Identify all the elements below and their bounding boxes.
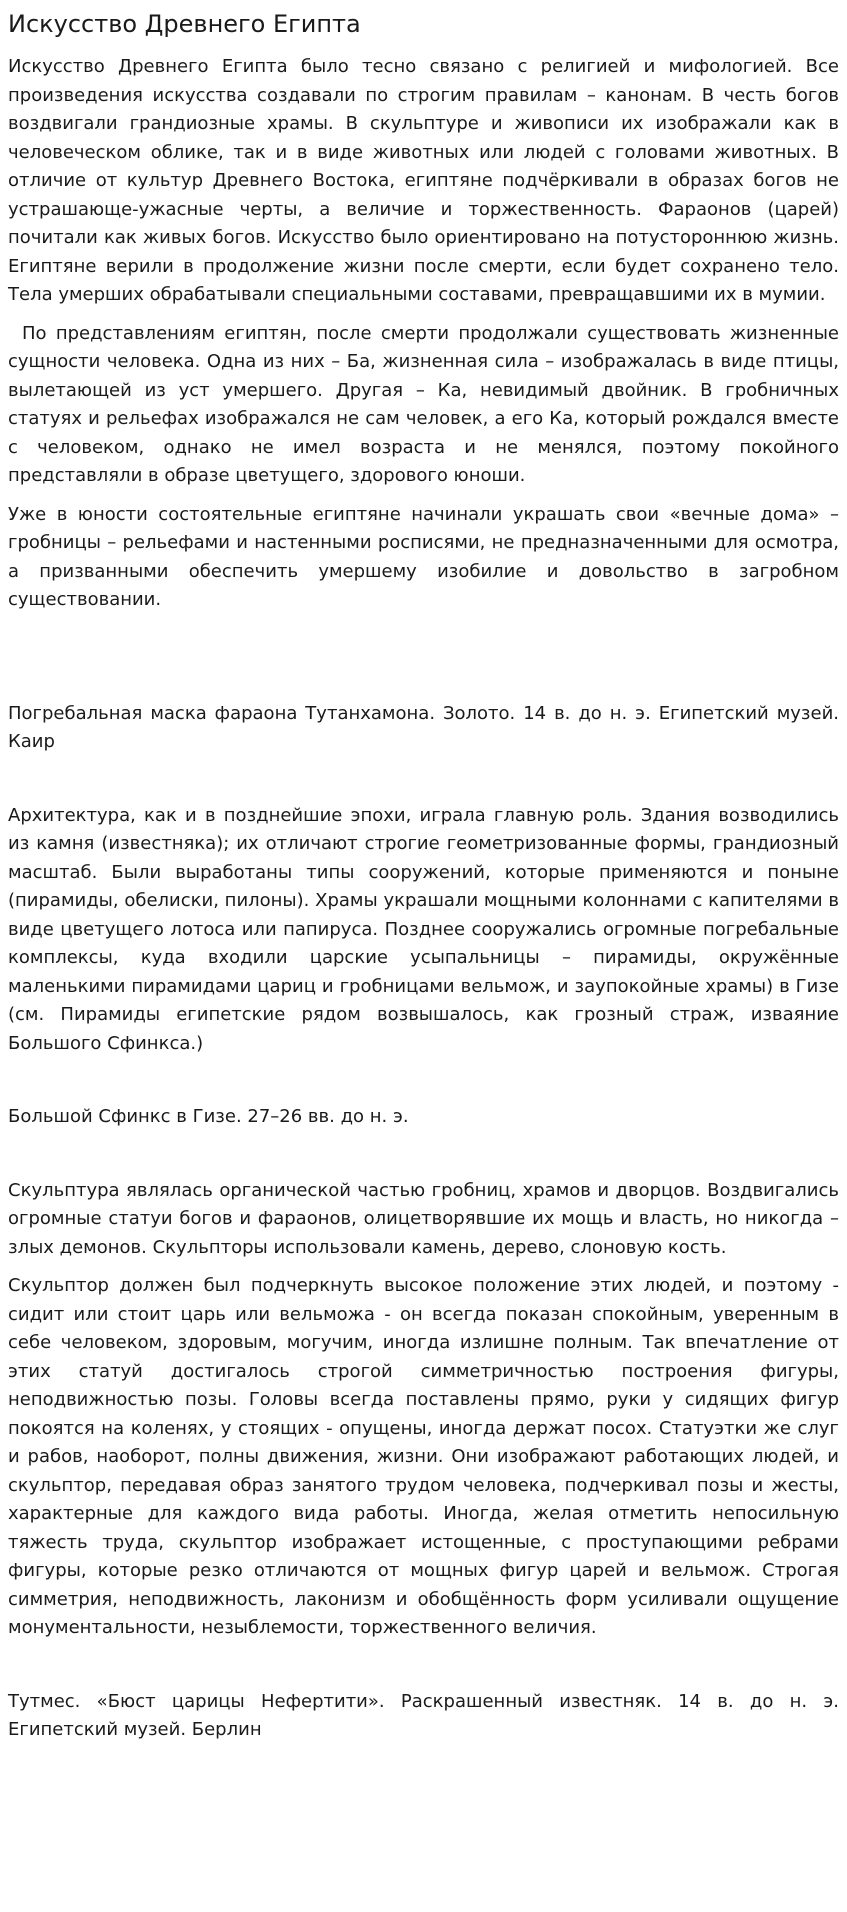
caption-great-sphinx: Большой Сфинкс в Гизе. 27–26 вв. до н. э. — [8, 1106, 409, 1127]
paragraph-tombs: Уже в юности состоятельные египтяне начинали украшать свои «вечные дома» – гробницы – рельефами и настенными росписями, не предназначенными для осмотра, а призванными обеспечить умершему изобилие и довольство в загробном существовании. — [8, 503, 839, 610]
paragraph-sculpture: Скульптура являлась органической частью гробниц, храмов и дворцов. Воздвигались огромные статуи богов и фараонов, олицетворявшие их мощь и власть, но никогда – злых демонов. Скульпторы использовали камень, дерево, слоновую кость. — [8, 1179, 839, 1258]
paragraph-architecture: Архитектура, как и в позднейшие эпохи, играла главную роль. Здания возводились из камня (известняка); их отличают строгие геометризованные формы, грандиозный масштаб. Были выработаны типы сооружений, которые применяются и поныне (пирамиды, обелиски, пилоны). Храмы украшали мощными колоннами с капителями в виде цветущего лотоса или папируса. Позднее сооружались огромные погребальные комплексы, куда входили царские усыпальницы – пирамиды, окружённые маленькими пирамидами цариц и гробницами вельмож, и заупокойные храмы) в Гизе (см. Пирамиды египетские рядом возвышалось, как грозный страж, изваяние Большого Сфинкса.) — [8, 804, 839, 1054]
caption-tutankhamun-mask: Погребальная маска фараона Тутанхамона. Золото. 14 в. до н. э. Египетский музей. Каир — [8, 702, 839, 752]
caption-nefertiti-bust: Тутмес. «Бюст царицы Нефертити». Раскрашенный известняк. 14 в. до н. э. Египетский музей. Берлин — [8, 1690, 839, 1740]
paragraph-sculptor: Скульптор должен был подчеркнуть высокое положение этих людей, и поэтому - сидит или стоит царь или вельможа - он всегда показан спокойным, уверенным в себе человеком, здоровым, могучим, иногда излишне полным. Так впечатление от этих статуй достигалось строгой симметричностью построения фигуры, неподвижностью позы. Головы всегда поставлены прямо, руки у сидящих фигур покоятся на коленях, у стоящих - опущены, иногда держат посох. Статуэтки же слуг и рабов, наоборот, полны движения, жизни. Они изображают работающих людей, и скульптор, передавая образ занятого трудом человека, подчеркивал позы и жесты, характерные для каждого вида работы. Иногда, желая отметить непосильную тяжесть труда, скульптор изображает истощенные, с проступающими ребрами фигуры, которые резко отличаются от мощных фигур царей и вельмож. Строгая симметрия, неподвижность, лаконизм и обобщённость форм усиливали ощущение монументальности, незыблемости, торжественного величия. — [8, 1275, 839, 1638]
page-title: Искусство Древнего Египта — [8, 10, 361, 38]
paragraph-intro: Искусство Древнего Египта было тесно связано с религией и мифологией. Все произведения искусства создавали по строгим правилам – канонам. В честь богов воздвигали грандиозные храмы. В скульптуре и живописи их изображали как в человеческом облике, так и в виде животных или людей с головами животных. В отличие от культур Древнего Востока, египтяне подчёркивали в образах богов не устрашающе-ужасные черты, а величие и торжественность. Фараонов (царей) почитали как живых богов. Искусство было ориентировано на потустороннюю жизнь. Египтяне верили в продолжение жизни после смерти, если будет сохранено тело. Тела умерших обрабатывали специальными составами, превращавшими их в мумии. — [8, 56, 839, 305]
paragraph-beliefs: По представлениям египтян, после смерти продолжали существовать жизненные сущности человека. Одна из них – Ба, жизненная сила – изображалась в виде птицы, вылетающей из уст умершего. Другая – Ка, невидимый двойник. В гробничных статуях и рельефах изображался не сам человек, а его Ка, который рождался вместе с человеком, однако не имел возраста и не менялся, поэтому покойного представляли в образе цветущего, здорового юноши. — [8, 322, 839, 486]
